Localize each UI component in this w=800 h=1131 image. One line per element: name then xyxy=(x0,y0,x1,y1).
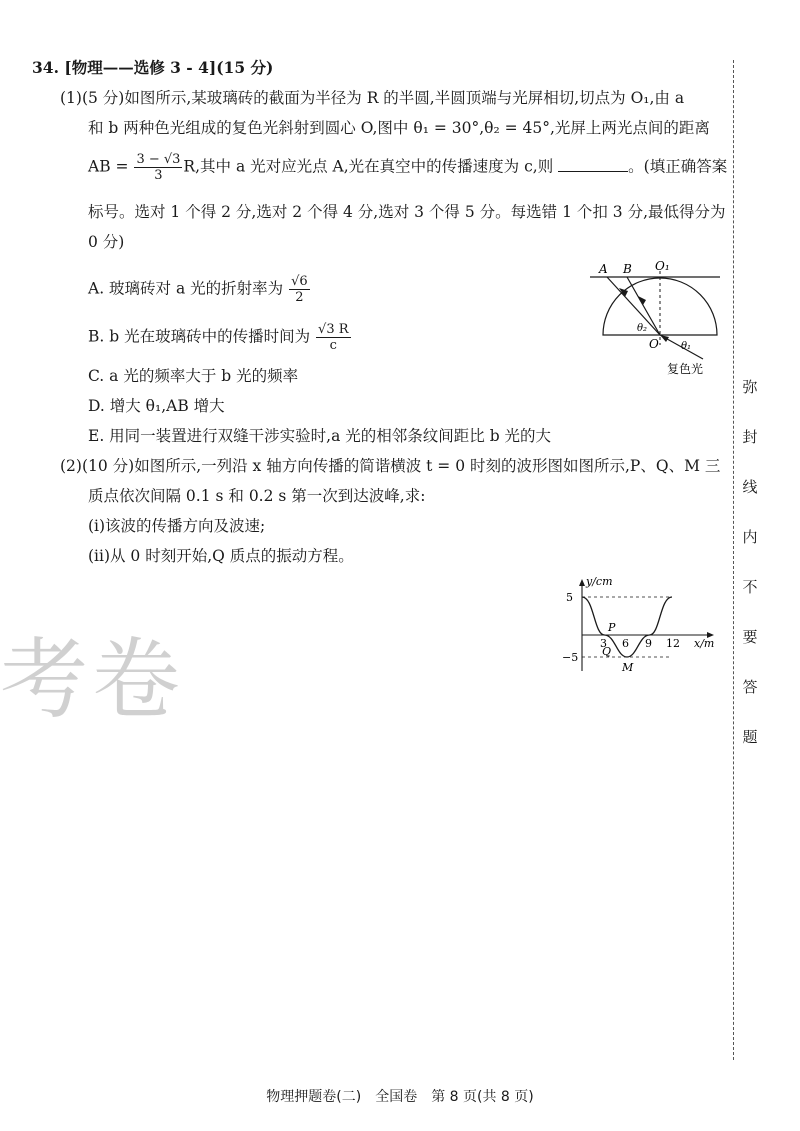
y-axis-label: y/cm xyxy=(586,575,613,588)
ray-a xyxy=(607,277,660,335)
answer-blank[interactable] xyxy=(558,157,628,172)
part2-line1: (2)(10 分)如图所示,一列沿 x 轴方向传播的简谐横波 t = 0 时刻的波形图如图所示,P、Q、M 三 xyxy=(60,457,721,475)
label-o: O xyxy=(649,337,659,351)
option-a-den: 2 xyxy=(295,290,304,305)
x-tick-3: 3 xyxy=(600,637,607,650)
side-char-8: 题 xyxy=(742,728,758,746)
label-theta1: θ₁ xyxy=(681,341,692,352)
ab-end: 。(填正确答案 xyxy=(628,157,728,176)
part1-line3 xyxy=(88,152,727,183)
page-footer: 物理押题卷(二) 全国卷 第 8 页(共 8 页) xyxy=(266,1089,534,1105)
option-b-fraction xyxy=(316,322,350,353)
option-e: E. 用同一装置进行双缝干涉实验时,a 光的相邻条纹间距比 b 光的大 xyxy=(88,427,552,445)
part1-line1: (1)(5 分)如图所示,某玻璃砖的截面为半径为 R 的半圆,半圆顶端与光屏相切,切点为 O₁,由 a xyxy=(60,89,685,107)
x-tick-6: 6 xyxy=(622,637,629,650)
label-a: A xyxy=(599,262,608,276)
part1-line4: 标号。选对 1 个得 2 分,选对 2 个得 4 分,选对 3 个得 5 分。每选错 1 个扣 3 分,最低得分为 xyxy=(88,203,726,221)
option-d: D. 增大 θ₁,AB 增大 xyxy=(88,397,225,415)
watermark: 考卷 xyxy=(0,628,185,731)
side-char-5: 不 xyxy=(742,578,758,596)
option-c: C. a 光的频率大于 b 光的频率 xyxy=(88,367,299,385)
point-q-label: Q xyxy=(602,645,612,658)
x-axis-label: x/m xyxy=(694,637,715,650)
question-heading: 34. [物理——选修 3 - 4](15 分) xyxy=(32,58,274,77)
label-o1: O₁ xyxy=(655,259,670,273)
y-axis-arrow xyxy=(579,579,585,586)
point-m-label: M xyxy=(622,661,634,674)
y-tick-5: 5 xyxy=(566,591,573,604)
side-char-6: 要 xyxy=(742,628,758,646)
side-char-1: 弥 xyxy=(742,378,758,396)
option-a-num: √6 xyxy=(291,274,308,289)
option-a-fraction xyxy=(289,274,310,305)
ab-fraction-num: 3 − √3 xyxy=(136,152,181,167)
label-composite-light: 复色光 xyxy=(667,362,704,376)
point-p-label: P xyxy=(608,621,616,634)
option-a xyxy=(88,274,311,305)
ab-prefix: AB = xyxy=(88,157,129,176)
glass-brick-figure xyxy=(585,255,730,380)
option-b-den: c xyxy=(329,338,337,353)
part2-sub2: (ii)从 0 时刻开始,Q 质点的振动方程。 xyxy=(88,547,354,565)
label-b: B xyxy=(623,262,632,276)
ab-fraction xyxy=(134,152,182,183)
part1-line5: 0 分) xyxy=(88,233,125,251)
option-b-num: √3 R xyxy=(318,322,349,337)
side-char-7: 答 xyxy=(742,678,758,696)
side-char-3: 线 xyxy=(742,478,758,496)
x-tick-12: 12 xyxy=(666,637,680,650)
side-char-4: 内 xyxy=(742,528,758,546)
seal-line xyxy=(733,60,734,1060)
ab-fraction-den: 3 xyxy=(154,168,163,183)
part1-line2: 和 b 两种色光组成的复色光斜射到圆心 O,图中 θ₁ = 30°,θ₂ = 45°,光屏上两光点间的距离 xyxy=(88,119,710,137)
x-tick-9: 9 xyxy=(645,637,652,650)
incident-arrow xyxy=(660,335,669,342)
option-b-text: B. b 光在玻璃砖中的传播时间为 xyxy=(88,327,311,346)
label-theta2: θ₂ xyxy=(637,323,648,334)
ab-suffix: R,其中 a 光对应光点 A,光在真空中的传播速度为 c,则 xyxy=(183,157,554,176)
part2-line2: 质点依次间隔 0.1 s 和 0.2 s 第一次到达波峰,求: xyxy=(88,487,426,505)
y-tick-neg5: −5 xyxy=(562,651,579,664)
side-char-2: 封 xyxy=(742,428,758,446)
option-b xyxy=(88,322,352,353)
option-a-text: A. 玻璃砖对 a 光的折射率为 xyxy=(88,279,284,298)
wave-figure xyxy=(560,575,720,675)
part2-sub1: (i)该波的传播方向及波速; xyxy=(88,517,266,535)
